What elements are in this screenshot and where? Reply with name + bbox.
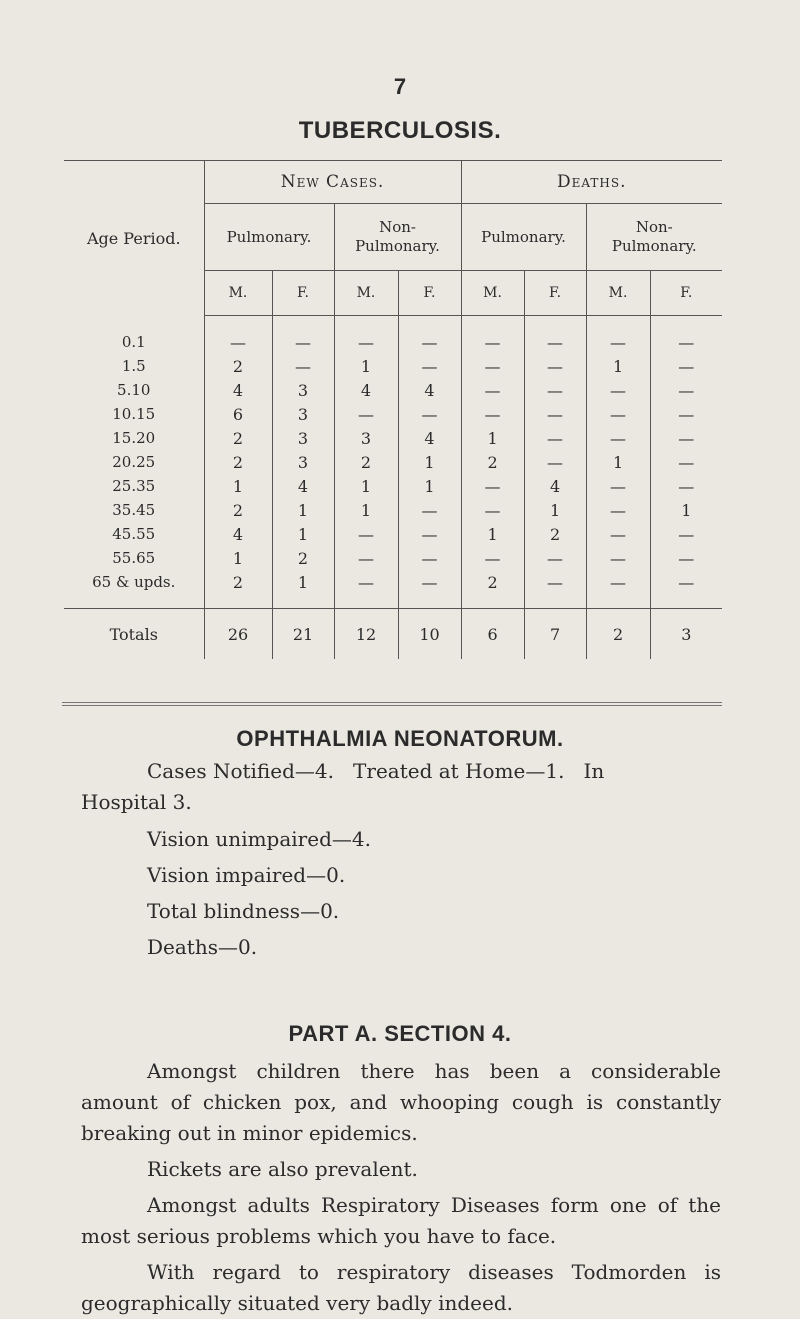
oph-item: Vision unimpaired—4. — [147, 827, 371, 851]
value-cell: 4 — [204, 522, 272, 546]
part-a-heading: PART A. SECTION 4. — [288, 1021, 512, 1046]
value-cell: — — [398, 402, 461, 426]
value-cell: — — [524, 402, 586, 426]
total-cell: 2 — [586, 609, 650, 660]
value-cell: 6 — [204, 402, 272, 426]
value-cell: — — [650, 522, 722, 546]
new-cases-header: New Cases. — [204, 161, 461, 204]
new-non-pulmonary-header: Non- Pulmonary. — [334, 204, 461, 271]
total-cell: 26 — [204, 609, 272, 660]
value-cell: — — [650, 316, 722, 355]
value-cell: 3 — [272, 426, 334, 450]
sex-header-m: M. — [204, 271, 272, 316]
value-cell: 1 — [398, 474, 461, 498]
table-row — [64, 474, 722, 498]
value-cell: — — [586, 546, 650, 570]
value-cell: — — [586, 570, 650, 594]
age-period-header: Age Period. — [64, 161, 204, 316]
value-cell: 4 — [334, 378, 398, 402]
value-cell: 1 — [334, 498, 398, 522]
value-cell: — — [461, 378, 524, 402]
oph-item: Deaths—0. — [147, 935, 258, 959]
value-cell: 2 — [272, 546, 334, 570]
value-cell: — — [334, 402, 398, 426]
age-cell: 15.20 — [112, 429, 156, 447]
value-cell: — — [461, 402, 524, 426]
totals-label: Totals — [109, 624, 158, 644]
value-cell: — — [586, 402, 650, 426]
sex-header-m: M. — [586, 271, 650, 316]
age-cell: 35.45 — [112, 501, 156, 519]
value-cell: 1 — [334, 354, 398, 378]
value-cell: 1 — [524, 498, 586, 522]
value-cell: 1 — [272, 522, 334, 546]
age-cell: 1.5 — [121, 357, 146, 375]
age-cell: 55.65 — [112, 549, 156, 567]
total-cell: 7 — [524, 609, 586, 660]
value-cell: — — [461, 498, 524, 522]
value-cell: 1 — [461, 522, 524, 546]
value-cell: — — [650, 546, 722, 570]
value-cell: — — [524, 450, 586, 474]
value-cell: — — [334, 570, 398, 594]
value-cell: — — [586, 378, 650, 402]
value-cell: — — [398, 316, 461, 355]
table-row — [64, 450, 722, 474]
value-cell: — — [524, 378, 586, 402]
table-row — [64, 402, 722, 426]
value-cell: — — [650, 570, 722, 594]
value-cell: 2 — [524, 522, 586, 546]
value-cell: 2 — [204, 426, 272, 450]
value-cell: 1 — [272, 498, 334, 522]
table-row — [64, 570, 722, 594]
table-rule — [62, 705, 722, 706]
sex-header-m: M. — [461, 271, 524, 316]
totals-row — [64, 609, 722, 660]
deaths-pulmonary-header: Pulmonary. — [461, 204, 586, 271]
value-cell: 1 — [461, 426, 524, 450]
value-cell: 1 — [272, 570, 334, 594]
deaths-non-pulmonary-header: Non- Pulmonary. — [586, 204, 722, 271]
value-cell: 1 — [204, 546, 272, 570]
paragraph: With regard to respiratory diseases Todmorden is geographically situated very badly indeed. — [81, 1260, 721, 1315]
oph-item: Total blindness—0. — [147, 899, 340, 923]
paragraph: Amongst children there has been a considerable amount of chicken pox, and whooping cough is constantly breaking out in minor epidemics. — [81, 1059, 721, 1145]
value-cell: 2 — [461, 570, 524, 594]
value-cell: — — [586, 474, 650, 498]
value-cell: 1 — [650, 498, 722, 522]
age-cell: 45.55 — [112, 525, 156, 543]
new-pulmonary-header: Pulmonary. — [204, 204, 334, 271]
value-cell: — — [334, 522, 398, 546]
value-cell: — — [524, 354, 586, 378]
oph-line-2: Hospital 3. — [81, 790, 192, 814]
value-cell: 4 — [398, 426, 461, 450]
value-cell: — — [586, 426, 650, 450]
tuberculosis-table — [64, 160, 722, 659]
sex-header-f: F. — [524, 271, 586, 316]
value-cell: 2 — [204, 354, 272, 378]
value-cell: 4 — [524, 474, 586, 498]
total-cell: 21 — [272, 609, 334, 660]
value-cell: 1 — [586, 450, 650, 474]
table-row — [64, 546, 722, 570]
value-cell: — — [650, 426, 722, 450]
sex-header-f: F. — [272, 271, 334, 316]
value-cell: — — [524, 426, 586, 450]
value-cell: 2 — [204, 450, 272, 474]
value-cell: — — [650, 474, 722, 498]
value-cell: — — [461, 316, 524, 355]
value-cell: 1 — [204, 474, 272, 498]
tuberculosis-heading: TUBERCULOSIS. — [298, 117, 502, 144]
value-cell: 3 — [334, 426, 398, 450]
value-cell: — — [586, 316, 650, 355]
table-row — [64, 522, 722, 546]
value-cell: — — [398, 546, 461, 570]
value-cell: — — [398, 354, 461, 378]
total-cell: 3 — [650, 609, 722, 660]
age-cell: 5.10 — [117, 381, 151, 399]
table-row — [64, 316, 722, 355]
value-cell: 3 — [272, 402, 334, 426]
value-cell: — — [524, 546, 586, 570]
value-cell: 2 — [204, 498, 272, 522]
oph-item: Vision impaired—0. — [147, 863, 346, 887]
value-cell: 1 — [334, 474, 398, 498]
value-cell: — — [334, 546, 398, 570]
value-cell: — — [272, 316, 334, 355]
value-cell: — — [461, 354, 524, 378]
age-cell: 65 & upds. — [92, 573, 176, 591]
value-cell: — — [524, 316, 586, 355]
page-number: 7 — [393, 74, 407, 99]
age-cell: 10.15 — [112, 405, 156, 423]
age-cell: 0.1 — [121, 332, 146, 351]
table-row — [64, 426, 722, 450]
value-cell: — — [398, 570, 461, 594]
paragraph: Amongst adults Respiratory Diseases form one of the most serious problems which you have to face. — [81, 1193, 721, 1248]
value-cell: — — [650, 354, 722, 378]
value-cell: — — [524, 570, 586, 594]
sex-header-f: F. — [398, 271, 461, 316]
sex-header-m: M. — [334, 271, 398, 316]
value-cell: 3 — [272, 450, 334, 474]
age-cell: 20.25 — [112, 453, 156, 471]
value-cell: — — [650, 402, 722, 426]
value-cell: 3 — [272, 378, 334, 402]
value-cell: — — [650, 450, 722, 474]
value-cell: 2 — [334, 450, 398, 474]
value-cell: 2 — [461, 450, 524, 474]
oph-line-1: Cases Notified—4. Treated at Home—1. In — [147, 759, 605, 783]
table-rule — [62, 702, 722, 703]
value-cell: 1 — [398, 450, 461, 474]
value-cell: 4 — [204, 378, 272, 402]
table-row — [64, 498, 722, 522]
table-row — [64, 378, 722, 402]
paragraph: Rickets are also prevalent. — [147, 1157, 418, 1181]
deaths-header: Deaths. — [461, 161, 722, 204]
value-cell: 4 — [272, 474, 334, 498]
value-cell: — — [586, 498, 650, 522]
value-cell: 4 — [398, 378, 461, 402]
value-cell: — — [398, 522, 461, 546]
value-cell: — — [398, 498, 461, 522]
sex-header-f: F. — [650, 271, 722, 316]
value-cell: 1 — [586, 354, 650, 378]
value-cell: — — [204, 316, 272, 355]
part-a-body — [81, 1056, 721, 1319]
table-row — [64, 354, 722, 378]
total-cell: 6 — [461, 609, 524, 660]
total-cell: 12 — [334, 609, 398, 660]
total-cell: 10 — [398, 609, 461, 660]
value-cell: — — [461, 546, 524, 570]
value-cell: — — [461, 474, 524, 498]
value-cell: — — [334, 316, 398, 355]
value-cell: — — [586, 522, 650, 546]
value-cell: — — [272, 354, 334, 378]
ophthalmia-heading: OPHTHALMIA NEONATORUM. — [236, 726, 564, 751]
age-cell: 25.35 — [112, 477, 156, 495]
value-cell: — — [650, 378, 722, 402]
value-cell: 2 — [204, 570, 272, 594]
